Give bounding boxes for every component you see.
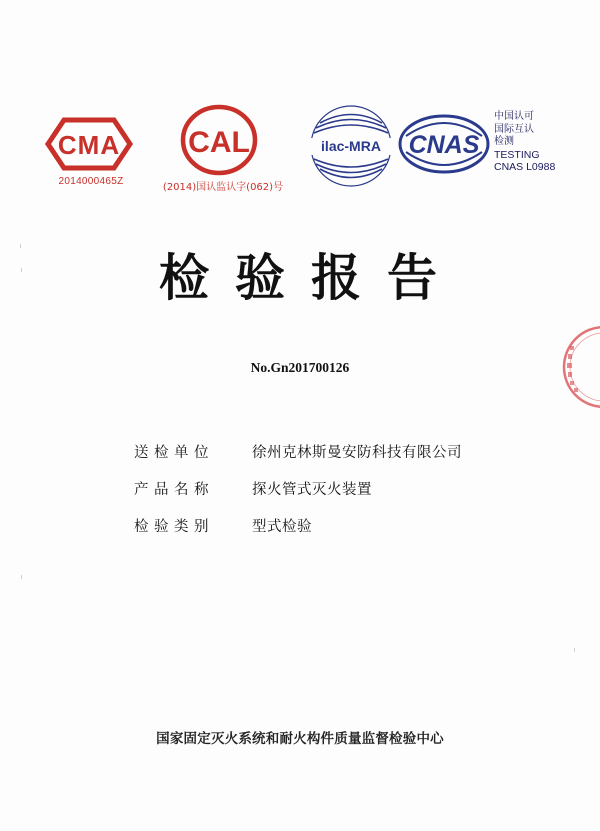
cma-number: 2014000465Z bbox=[58, 176, 124, 187]
cnas-line-1: 中国认可 bbox=[494, 111, 534, 122]
report-number: No.Gn201700126 bbox=[250, 360, 350, 375]
scan-mark bbox=[20, 244, 21, 248]
info-key: 检验类别 bbox=[134, 519, 214, 535]
scan-mark bbox=[21, 575, 22, 579]
ilac-mra-text: ilac-MRA bbox=[321, 138, 381, 154]
scan-mark bbox=[574, 648, 575, 652]
issuing-organization: 国家固定灭火系统和耐火构件质量监督检验中心 bbox=[156, 731, 444, 747]
cal-number: (2014)国认监认字(062)号 bbox=[162, 182, 284, 193]
report-title: 检验报告 bbox=[159, 249, 463, 307]
cal-logo bbox=[180, 104, 258, 176]
cnas-accreditation-text bbox=[494, 111, 584, 174]
cma-logo-text: CMA bbox=[57, 130, 121, 160]
seal-stamp-icon bbox=[558, 322, 600, 412]
info-row-test-type bbox=[134, 515, 534, 552]
ilac-mra-logo bbox=[306, 103, 396, 189]
info-value: 徐州克林斯曼安防科技有限公司 bbox=[252, 445, 462, 461]
cnas-line-4: TESTING bbox=[494, 148, 540, 161]
cnas-line-3: 检测 bbox=[494, 136, 514, 147]
scan-mark bbox=[21, 268, 22, 272]
cnas-line-2: 国际互认 bbox=[494, 123, 534, 135]
info-key: 产品名称 bbox=[134, 482, 214, 498]
info-key: 送检单位 bbox=[134, 445, 214, 461]
cnas-logo bbox=[398, 114, 490, 174]
info-value: 探火管式灭火装置 bbox=[252, 482, 372, 498]
cnas-line-5: CNAS L0988 bbox=[494, 161, 556, 173]
cnas-logo-text: CNAS bbox=[408, 131, 480, 159]
info-row-client bbox=[134, 441, 534, 478]
cma-logo bbox=[44, 116, 134, 172]
cal-logo-text: CAL bbox=[188, 126, 250, 159]
report-info bbox=[134, 441, 534, 552]
info-value: 型式检验 bbox=[252, 519, 312, 535]
info-row-product bbox=[134, 478, 534, 515]
